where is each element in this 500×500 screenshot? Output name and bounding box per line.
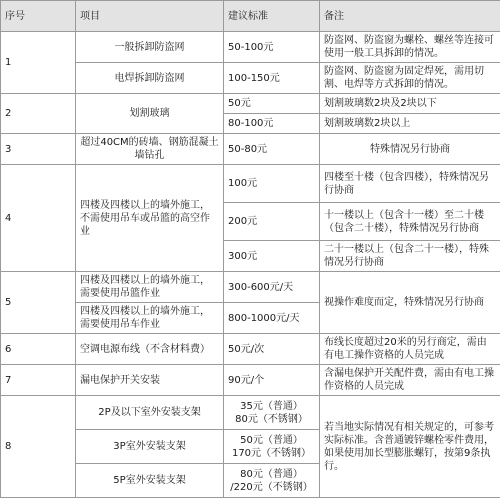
table-row [1, 396, 500, 430]
table-row [1, 272, 500, 303]
standard-cell: 50-100元 [224, 32, 320, 63]
standard-line: 80元（普通） [240, 468, 303, 480]
item-cell: 四楼及四楼以上的墙外施工，需要使用吊篮作业 [76, 272, 224, 303]
note-cell: 四楼至十楼（包含四楼），特殊情况另行协商 [320, 165, 500, 203]
standard-cell: 100-150元 [224, 63, 320, 94]
table-row [1, 134, 500, 165]
note-cell: 含漏电保护开关配件费，需由有电工操作资格的人员完成 [320, 365, 500, 396]
standard-line: 80元（不锈钢） [235, 413, 308, 425]
standard-cell: 50元/次 [224, 334, 320, 365]
table-header-row [1, 1, 500, 32]
row-number: 8 [1, 396, 76, 498]
item-cell: 超过40CM的砖墙、钢筋混凝土墙钻孔 [76, 134, 224, 165]
standard-cell: 300-600元/天 [224, 272, 320, 303]
header-item: 项目 [76, 1, 224, 32]
note-cell: 二十一楼以上（包含二十一楼），特殊情况另行协商 [320, 241, 500, 272]
row-number: 2 [1, 94, 76, 134]
item-cell: 四楼及四楼以上的墙外施工，需要使用吊车作业 [76, 303, 224, 334]
header-note: 备注 [320, 1, 500, 32]
note-cell: 十一楼以上（包含十一楼）至二十楼（包含二十楼），特殊情况另行协商 [320, 203, 500, 241]
standard-cell [224, 396, 320, 430]
header-no: 序号 [1, 1, 76, 32]
table-row [1, 365, 500, 396]
standard-line: 170元（不锈钢） [231, 447, 312, 459]
standard-line: /220元（不锈钢） [230, 481, 313, 493]
standard-cell [224, 464, 320, 498]
table-row [1, 334, 500, 365]
standard-cell: 200元 [224, 203, 320, 241]
standard-cell: 80-100元 [224, 114, 320, 134]
item-cell: 一般拆卸防盗网 [76, 32, 224, 63]
note-cell: 若当地实际情况有相关规定的，可参考实际标准。含普通镀锌螺栓零件费用，如果使用加长型膨胀螺钉，按第9条执行。 [320, 396, 500, 498]
standard-cell: 50-80元 [224, 134, 320, 165]
standard-cell: 90元/个 [224, 365, 320, 396]
standard-cell: 100元 [224, 165, 320, 203]
note-cell: 特殊情况另行协商 [320, 134, 500, 165]
item-cell: 5P室外安装支架 [76, 464, 224, 498]
standard-cell [224, 430, 320, 464]
standard-cell: 300元 [224, 241, 320, 272]
row-number: 1 [1, 32, 76, 94]
note-cell: 布线长度超过20米的另行商定，需由有电工操作资格的人员完成 [320, 334, 500, 365]
note-cell: 防盗网、防盗窗为固定焊死，需用切割、电焊等方式拆卸的情况。 [320, 63, 500, 94]
row-number: 7 [1, 365, 76, 396]
table-row [1, 63, 500, 94]
item-cell: 空调电源布线（不含材料费） [76, 334, 224, 365]
standard-cell: 800-1000元/天 [224, 303, 320, 334]
item-cell: 电焊拆卸防盗网 [76, 63, 224, 94]
header-standard: 建议标准 [224, 1, 320, 32]
standard-cell: 50元 [224, 94, 320, 114]
row-number: 5 [1, 272, 76, 334]
standard-line: 35元（普通） [240, 400, 303, 412]
note-cell: 视操作难度而定，特殊情况另行协商 [320, 272, 500, 334]
note-cell: 防盗网、防盗窗为螺栓、螺丝等连接可使用一般工具拆卸的情况。 [320, 32, 500, 63]
note-cell: 划割玻璃数2块及2块以下 [320, 94, 500, 114]
table-row [1, 165, 500, 203]
table-row [1, 32, 500, 63]
item-cell: 划割玻璃 [76, 94, 224, 134]
item-cell: 漏电保护开关安装 [76, 365, 224, 396]
table-row [1, 94, 500, 114]
row-number: 6 [1, 334, 76, 365]
row-number: 3 [1, 134, 76, 165]
note-cell: 划割玻璃数2块以上 [320, 114, 500, 134]
row-number: 4 [1, 165, 76, 272]
item-cell: 3P室外安装支架 [76, 430, 224, 464]
item-cell: 四楼及四楼以上的墙外施工，不需使用吊车或吊篮的高空作业 [76, 165, 224, 272]
item-cell: 2P及以下室外安装支架 [76, 396, 224, 430]
standard-line: 50元（普通） [240, 434, 303, 446]
